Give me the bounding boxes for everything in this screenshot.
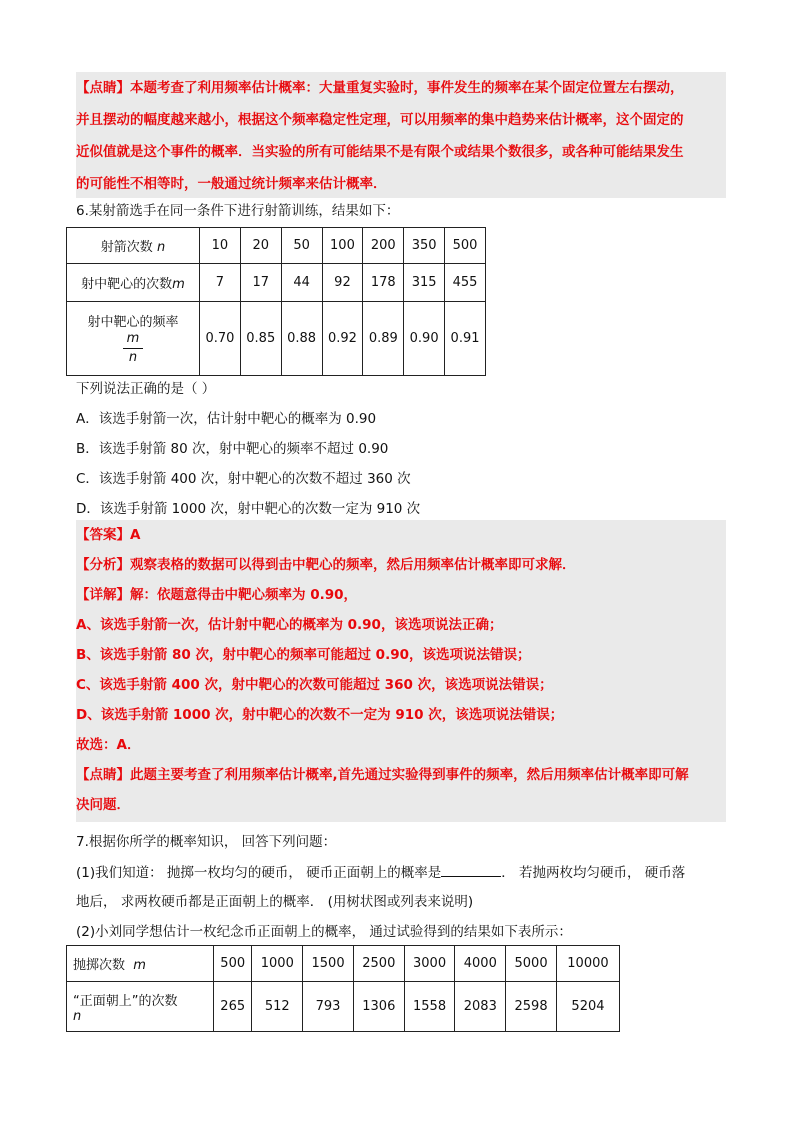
- table-cell: 10: [200, 228, 241, 264]
- table-cell: 0.92: [322, 302, 363, 376]
- top-comment-line: 并且摆动的幅度越来越小，根据这个频率稳定性定理，可以用频率的集中趋势来估计概率，这个固定的: [76, 112, 684, 128]
- row-label: 射中靶心的次数: [81, 277, 173, 292]
- table-cell: 3000: [404, 946, 455, 982]
- table-header-cell: [67, 228, 200, 264]
- table-cell: 5000: [506, 946, 557, 982]
- table-header-cell: [67, 302, 200, 376]
- table-cell: 178: [363, 264, 404, 302]
- row-label: 抛掷次数: [73, 958, 126, 973]
- q7-part1-cont: 地后， 求两枚硬币都是正面朝上的概率． (用树状图或列表来说明): [76, 894, 474, 910]
- table-cell: 455: [445, 264, 486, 302]
- table-cell: 7: [200, 264, 241, 302]
- analysis-line: 【分析】观察表格的数据可以得到击中靶心的频率，然后用频率估计概率即可求解．: [76, 557, 576, 573]
- table-cell: 10000: [556, 946, 619, 982]
- q7-stem: 7.根据你所学的概率知识， 回答下列问题：: [76, 834, 337, 850]
- table-row: [67, 302, 486, 376]
- q6-stem: 6.某射箭选手在同一条件下进行射箭训练，结果如下：: [76, 203, 400, 219]
- row-variable: n: [156, 240, 166, 255]
- table-cell: 100: [322, 228, 363, 264]
- top-comment-line: 的可能性不相等时，一般通过统计频率来估计概率．: [76, 176, 387, 192]
- table-header-cell: [67, 264, 200, 302]
- table-cell: 1306: [353, 982, 404, 1032]
- table-row: [67, 982, 620, 1032]
- table-cell: 0.89: [363, 302, 404, 376]
- row-label: “正面朝上”的次数: [73, 993, 178, 1009]
- table-cell: 512: [252, 982, 303, 1032]
- q6-table: [66, 227, 486, 376]
- table-cell: 0.91: [445, 302, 486, 376]
- row-variable: m: [133, 958, 146, 973]
- q6-prompt: 下列说法正确的是（ ）: [76, 381, 216, 397]
- table-row: [67, 946, 620, 982]
- table-cell: 5204: [556, 982, 619, 1032]
- q7-part1-text: ． 若抛两枚均匀硬币， 硬币落: [501, 865, 686, 881]
- q6-option-b: B．该选手射箭 80 次，射中靶心的频率不超过 0.90: [76, 441, 389, 457]
- table-cell: 0.88: [281, 302, 322, 376]
- table-cell: 500: [445, 228, 486, 264]
- table-cell: 92: [322, 264, 363, 302]
- q7-part1-text: (1)我们知道： 抛掷一枚均匀的硬币， 硬币正面朝上的概率是: [76, 865, 442, 881]
- comment-line: 【点睛】此题主要考查了利用频率估计概率,首先通过实验得到事件的频率，然后用频率估计概率即可解: [76, 767, 689, 783]
- fraction-denominator: n: [128, 349, 138, 365]
- detail-line: C、该选手射箭 400 次，射中靶心的次数可能超过 360 次，该选项说法错误；: [76, 677, 553, 693]
- answer-line: 【答案】A: [76, 527, 141, 543]
- table-cell: 350: [404, 228, 445, 264]
- table-header-cell: [67, 946, 214, 982]
- table-cell: 44: [281, 264, 322, 302]
- table-cell: 4000: [455, 946, 506, 982]
- fraction: [123, 330, 144, 367]
- table-cell: 200: [363, 228, 404, 264]
- q7-part1: [76, 862, 685, 883]
- table-cell: 50: [281, 228, 322, 264]
- row-label: 射箭次数: [100, 240, 153, 255]
- q6-option-c: C．该选手射箭 400 次，射中靶心的次数不超过 360 次: [76, 471, 411, 487]
- q6-option-a: A．该选手射箭一次，估计射中靶心的概率为 0.90: [76, 411, 377, 427]
- q7-table: [66, 945, 620, 1032]
- row-label: 射中靶心的频率: [87, 314, 179, 330]
- table-cell: 2598: [506, 982, 557, 1032]
- table-cell: 1558: [404, 982, 455, 1032]
- table-cell: 1500: [303, 946, 354, 982]
- choice-line: 故选：A．: [76, 737, 141, 753]
- table-cell: 20: [240, 228, 281, 264]
- detail-line: A、该选手射箭一次，估计射中靶心的概率为 0.90，该选项说法正确；: [76, 617, 503, 633]
- table-row: [67, 264, 486, 302]
- detail-line: B、该选手射箭 80 次，射中靶心的频率可能超过 0.90，该选项说法错误；: [76, 647, 531, 663]
- table-cell: 0.85: [240, 302, 281, 376]
- table-cell: 1000: [252, 946, 303, 982]
- table-row: [67, 228, 486, 264]
- table-header-cell: [67, 982, 214, 1032]
- detail-line: 【详解】解：依题意得击中靶心频率为 0.90，: [76, 587, 358, 603]
- comment-line: 决问题．: [76, 797, 130, 813]
- table-cell: 0.70: [200, 302, 241, 376]
- row-variable: n: [73, 1008, 82, 1024]
- table-cell: 265: [214, 982, 252, 1032]
- top-comment-line: 近似值就是这个事件的概率．当实验的所有可能结果不是有限个或结果个数很多，或各种可能结果发生: [76, 144, 684, 160]
- q7-part2: (2)小刘同学想估计一枚纪念币正面朝上的概率， 通过试验得到的结果如下表所示：: [76, 924, 572, 940]
- answer-blank: [441, 862, 501, 877]
- row-variable: m: [172, 277, 185, 292]
- table-cell: 793: [303, 982, 354, 1032]
- table-cell: 2083: [455, 982, 506, 1032]
- fraction-numerator: m: [123, 330, 144, 349]
- table-cell: 500: [214, 946, 252, 982]
- q6-option-d: D．该选手射箭 1000 次，射中靶心的次数一定为 910 次: [76, 501, 421, 517]
- table-cell: 0.90: [404, 302, 445, 376]
- table-cell: 17: [240, 264, 281, 302]
- top-comment: [76, 72, 726, 198]
- detail-line: D、该选手射箭 1000 次，射中靶心的次数不一定为 910 次，该选项说法错误；: [76, 707, 564, 723]
- table-cell: 2500: [353, 946, 404, 982]
- top-comment-line: 【点睛】本题考查了利用频率估计概率：大量重复实验时，事件发生的频率在某个固定位置左右摆动，: [76, 80, 684, 96]
- q6-solution: [76, 520, 726, 822]
- table-cell: 315: [404, 264, 445, 302]
